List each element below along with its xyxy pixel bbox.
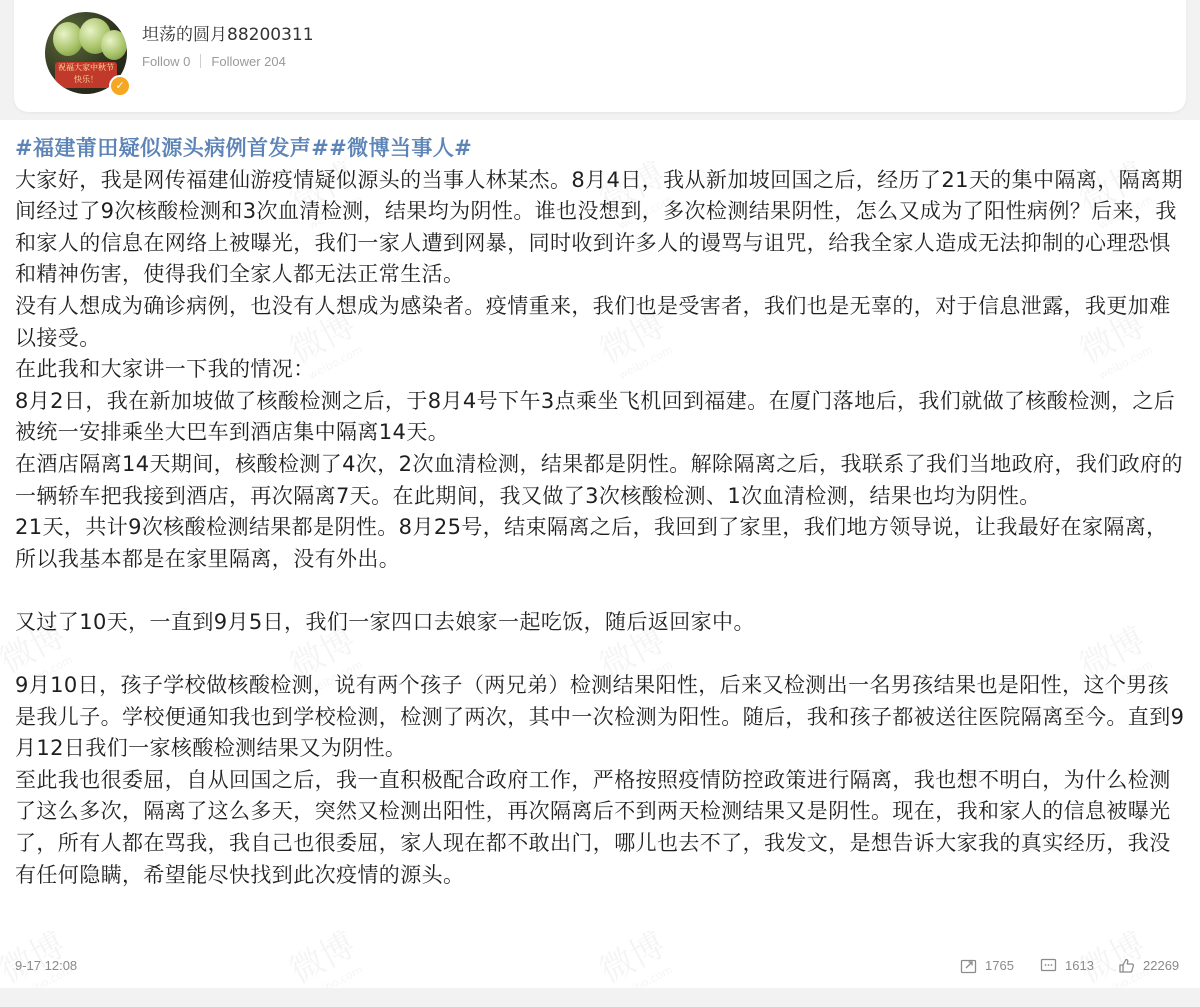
post-paragraph: 9月10日，孩子学校做核酸检测，说有两个孩子（两兄弟）检测结果阳性，后来又检测出一名男孩结果也是阳性，这个男孩是我儿子。学校便通知我也到学校检测，检测了两次，其中一次检测为阳性。随后，我和孩子都被送往医院隔离至今。直到9月12日我们一家核酸检测结果又为阴性。 bbox=[15, 673, 1185, 761]
post-timestamp[interactable]: 9-17 12:08 bbox=[15, 958, 78, 973]
follower-count[interactable]: Follower 204 bbox=[211, 54, 286, 69]
post-paragraph: 在此我和大家讲一下我的情况： bbox=[15, 357, 315, 382]
post-paragraph: 至此我也很委屈，自从回国之后，我一直积极配合政府工作，严格按照疫情防控政策进行隔离，我也想不明白，为什么检测了这么多次，隔离了这么多天，突然又检测出阳性，再次隔离后不到两天检测结果又是阴性。现在，我和家人的信息被曝光了，所有人都在骂我，我自己也很委屈，家人现在都不敢出门，哪儿也去不了，我发文，是想告诉大家我的真实经历，我没有任何隐瞒，希望能尽快找到此次疫情的源头。 bbox=[15, 767, 1171, 887]
post-footer bbox=[0, 948, 1200, 988]
avatar-greeting: 祝福大家中秋节快乐！ bbox=[55, 62, 117, 88]
avatar-pomelo bbox=[101, 30, 127, 60]
post-paragraph: 在酒店隔离14天期间，核酸检测了4次，2次血清检测，结果都是阴性。解除隔离之后，我联系了我们当地政府，我们政府的一辆轿车把我接到酒店，再次隔离7天。在此期间，我又做了3次核酸检测、1次血清检测，结果也均为阴性。 bbox=[15, 451, 1183, 508]
comment-count: 1613 bbox=[1065, 958, 1094, 973]
post-hashtags[interactable]: #福建莆田疑似源头病例首发声##微博当事人# bbox=[15, 136, 473, 160]
comment-button[interactable] bbox=[1040, 957, 1094, 974]
like-icon bbox=[1118, 957, 1135, 974]
follow-stats bbox=[142, 54, 286, 69]
comment-icon bbox=[1040, 957, 1057, 974]
like-button[interactable] bbox=[1118, 957, 1179, 974]
post-paragraph: 又过了10天，一直到9月5日，我们一家四口去娘家一起吃饭，随后返回家中。 bbox=[15, 609, 755, 634]
post-blank-line bbox=[15, 575, 1187, 607]
post-paragraph: 21天，共计9次核酸检测结果都是阴性。8月25号，结束隔离之后，我回到了家里，我们地方领导说，让我最好在家隔离，所以我基本都是在家里隔离，没有外出。 bbox=[15, 515, 1168, 571]
like-count: 22269 bbox=[1143, 958, 1180, 973]
post-blank-line bbox=[15, 639, 1187, 671]
username[interactable]: 坦荡的圆月88200311 bbox=[142, 25, 314, 45]
follow-count[interactable]: Follow 0 bbox=[142, 54, 191, 69]
post-paragraph: 没有人想成为确诊病例，也没有人想成为感染者。疫情重来，我们也是受害者，我们也是无辜的，对于信息泄露，我更加难以接受。 bbox=[15, 293, 1171, 350]
user-card bbox=[14, 0, 1186, 112]
post-body bbox=[15, 133, 1187, 891]
repost-button[interactable] bbox=[960, 957, 1014, 974]
repost-icon bbox=[960, 957, 977, 974]
stats-divider bbox=[200, 54, 201, 68]
post-paragraph: 大家好，我是网传福建仙游疫情疑似源头的当事人林某杰。8月4日，我从新加坡回国之后，经历了21天的集中隔离，隔离期间经过了9次核酸检测和3次血清检测，结果均为阴性。谁也没想到，多次检测结果阴性，怎么又成为了阳性病例？后来，我和家人的信息在网络上被曝光，我们一家人遭到网暴，同时收到许多人的谩骂与诅咒，给我全家人造成无法抑制的心理恐惧和精神伤害，使得我们全家人都无法正常生活。 bbox=[15, 167, 1183, 287]
verified-badge-icon: ✓ bbox=[109, 75, 131, 97]
post-paragraph: 8月2日，我在新加坡做了核酸检测之后，于8月4号下午3点乘坐飞机回到福建。在厦门落地后，我们就做了核酸检测，之后被统一安排乘坐大巴车到酒店集中隔离14天。 bbox=[15, 388, 1176, 445]
page-bottom-band bbox=[0, 988, 1200, 1007]
repost-count: 1765 bbox=[985, 958, 1014, 973]
